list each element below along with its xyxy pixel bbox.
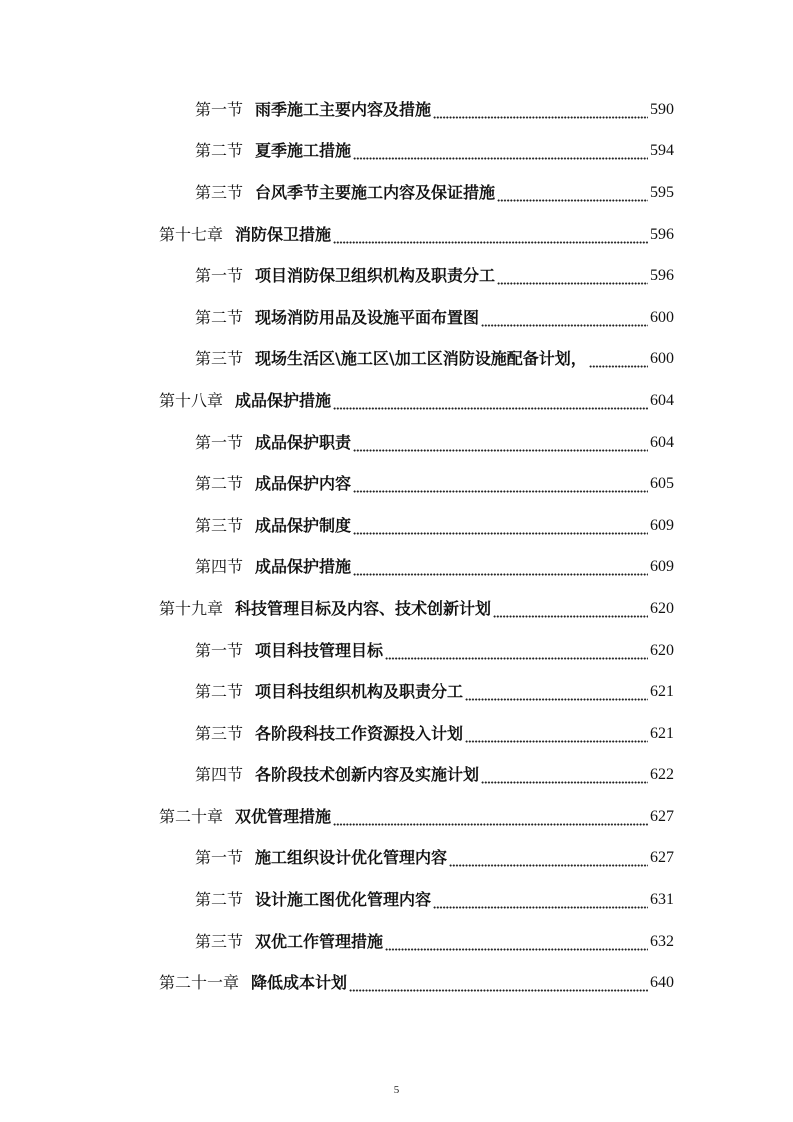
toc-chapter-row[interactable] <box>159 380 674 422</box>
dot-leader <box>589 355 648 369</box>
toc-entry-title: 成品保护措施 <box>255 557 352 577</box>
toc-page-number: 609 <box>650 558 674 576</box>
toc-entry-label: 第二节 <box>195 307 244 327</box>
toc-page-number: 620 <box>650 599 674 617</box>
toc-entry-title: 各阶段科技工作资源投入计划 <box>255 723 464 743</box>
toc-entry-title: 现场生活区\施工区\加工区消防设施配备计划， <box>255 349 587 369</box>
toc-page-number: 631 <box>650 891 674 909</box>
toc-entry-title: 科技管理目标及内容、技术创新计划 <box>235 598 492 618</box>
toc-section-row[interactable] <box>195 879 674 921</box>
toc-entry-title: 各阶段技术创新内容及实施计划 <box>255 765 480 785</box>
toc-section-row[interactable] <box>195 547 674 589</box>
toc-entry-label: 第二节 <box>195 141 244 161</box>
toc-entry-label: 第四节 <box>195 557 244 577</box>
toc-page-number: 640 <box>650 974 674 992</box>
toc-section-row[interactable] <box>195 838 674 880</box>
dot-leader <box>385 647 648 661</box>
toc-entry-label: 第一节 <box>195 848 244 868</box>
toc-page-number: 595 <box>650 183 674 201</box>
dot-leader <box>465 688 648 702</box>
toc-entry-title: 消防保卫措施 <box>235 224 332 244</box>
toc-section-row[interactable] <box>195 422 674 464</box>
toc-section-row[interactable] <box>195 172 674 214</box>
toc-entry-title: 雨季施工主要内容及措施 <box>255 99 432 119</box>
toc-entry-label: 第三节 <box>195 182 244 202</box>
toc-entry-title: 施工组织设计优化管理内容 <box>255 848 448 868</box>
toc-entry-label: 第三节 <box>195 723 244 743</box>
page-number: 5 <box>393 1084 400 1096</box>
dot-leader <box>353 480 648 494</box>
toc-section-row[interactable] <box>195 463 674 505</box>
toc-chapter-row[interactable] <box>159 588 674 630</box>
toc-page-number: 627 <box>650 807 674 825</box>
toc-section-row[interactable] <box>195 713 674 755</box>
toc-entry-label: 第二十章 <box>159 806 224 826</box>
toc-entry-title: 设计施工图优化管理内容 <box>255 890 432 910</box>
toc-entry-title: 项目科技组织机构及职责分工 <box>255 682 464 702</box>
dot-leader <box>333 231 648 245</box>
toc-section-row[interactable] <box>195 339 674 381</box>
toc-page-number: 632 <box>650 932 674 950</box>
toc-entry-label: 第十七章 <box>159 224 224 244</box>
toc-entry-title: 成品保护措施 <box>235 390 332 410</box>
toc-section-row[interactable] <box>195 131 674 173</box>
dot-leader <box>497 272 648 286</box>
toc-page-number: 600 <box>650 308 674 326</box>
toc-section-row[interactable] <box>195 255 674 297</box>
toc-entry-label: 第三节 <box>195 931 244 951</box>
toc-chapter-row[interactable] <box>159 796 674 838</box>
dot-leader <box>481 771 648 785</box>
toc-entry-label: 第四节 <box>195 765 244 785</box>
toc-page-number: 596 <box>650 267 674 285</box>
toc-entry-label: 第十九章 <box>159 598 224 618</box>
toc-page-number: 604 <box>650 433 674 451</box>
toc-page-number: 621 <box>650 683 674 701</box>
dot-leader <box>433 106 648 120</box>
toc-entry-title: 成品保护内容 <box>255 474 352 494</box>
toc-entry-title: 项目科技管理目标 <box>255 640 384 660</box>
toc-section-row[interactable] <box>195 755 674 797</box>
toc-section-row[interactable] <box>195 630 674 672</box>
toc-page-number: 620 <box>650 641 674 659</box>
toc-page-number: 627 <box>650 849 674 867</box>
toc-entry-label: 第二节 <box>195 682 244 702</box>
dot-leader <box>497 189 648 203</box>
toc-entry-label: 第二十一章 <box>159 973 240 993</box>
toc-entry-title: 夏季施工措施 <box>255 141 352 161</box>
dot-leader <box>333 397 648 411</box>
dot-leader <box>449 854 648 868</box>
toc-section-row[interactable] <box>195 921 674 963</box>
toc-chapter-row[interactable] <box>159 962 674 1004</box>
toc-section-row[interactable] <box>195 89 674 131</box>
toc-page-number: 600 <box>650 350 674 368</box>
toc-entry-title: 项目消防保卫组织机构及职责分工 <box>255 266 496 286</box>
toc-entry-title: 现场消防用品及设施平面布置图 <box>255 307 480 327</box>
toc-entry-title: 双优工作管理措施 <box>255 931 384 951</box>
toc-section-row[interactable] <box>195 297 674 339</box>
table-of-contents <box>0 89 793 1004</box>
toc-entry-label: 第一节 <box>195 266 244 286</box>
toc-entry-title: 台风季节主要施工内容及保证措施 <box>255 182 496 202</box>
toc-section-row[interactable] <box>195 505 674 547</box>
dot-leader <box>465 730 648 744</box>
dot-leader <box>481 314 648 328</box>
toc-entry-label: 第二节 <box>195 474 244 494</box>
toc-page-number: 604 <box>650 391 674 409</box>
toc-entry-label: 第一节 <box>195 99 244 119</box>
dot-leader <box>349 979 648 993</box>
toc-page-number: 605 <box>650 475 674 493</box>
toc-entry-label: 第一节 <box>195 640 244 660</box>
dot-leader <box>353 522 648 536</box>
dot-leader <box>433 896 648 910</box>
toc-chapter-row[interactable] <box>159 214 674 256</box>
dot-leader <box>385 938 648 952</box>
toc-page-number: 621 <box>650 724 674 742</box>
toc-entry-title: 成品保护职责 <box>255 432 352 452</box>
dot-leader <box>333 813 648 827</box>
toc-entry-label: 第十八章 <box>159 390 224 410</box>
toc-entry-label: 第二节 <box>195 890 244 910</box>
toc-page-number: 596 <box>650 225 674 243</box>
toc-page-number: 622 <box>650 766 674 784</box>
toc-entry-label: 第三节 <box>195 515 244 535</box>
toc-entry-title: 双优管理措施 <box>235 806 332 826</box>
toc-entry-title: 降低成本计划 <box>251 973 348 993</box>
dot-leader <box>493 605 648 619</box>
toc-page-number: 590 <box>650 100 674 118</box>
toc-page-number: 609 <box>650 516 674 534</box>
dot-leader <box>353 563 648 577</box>
toc-entry-label: 第一节 <box>195 432 244 452</box>
toc-entry-title: 成品保护制度 <box>255 515 352 535</box>
dot-leader <box>353 147 648 161</box>
dot-leader <box>353 439 648 453</box>
toc-page-number: 594 <box>650 142 674 160</box>
toc-entry-label: 第三节 <box>195 349 244 369</box>
toc-section-row[interactable] <box>195 671 674 713</box>
